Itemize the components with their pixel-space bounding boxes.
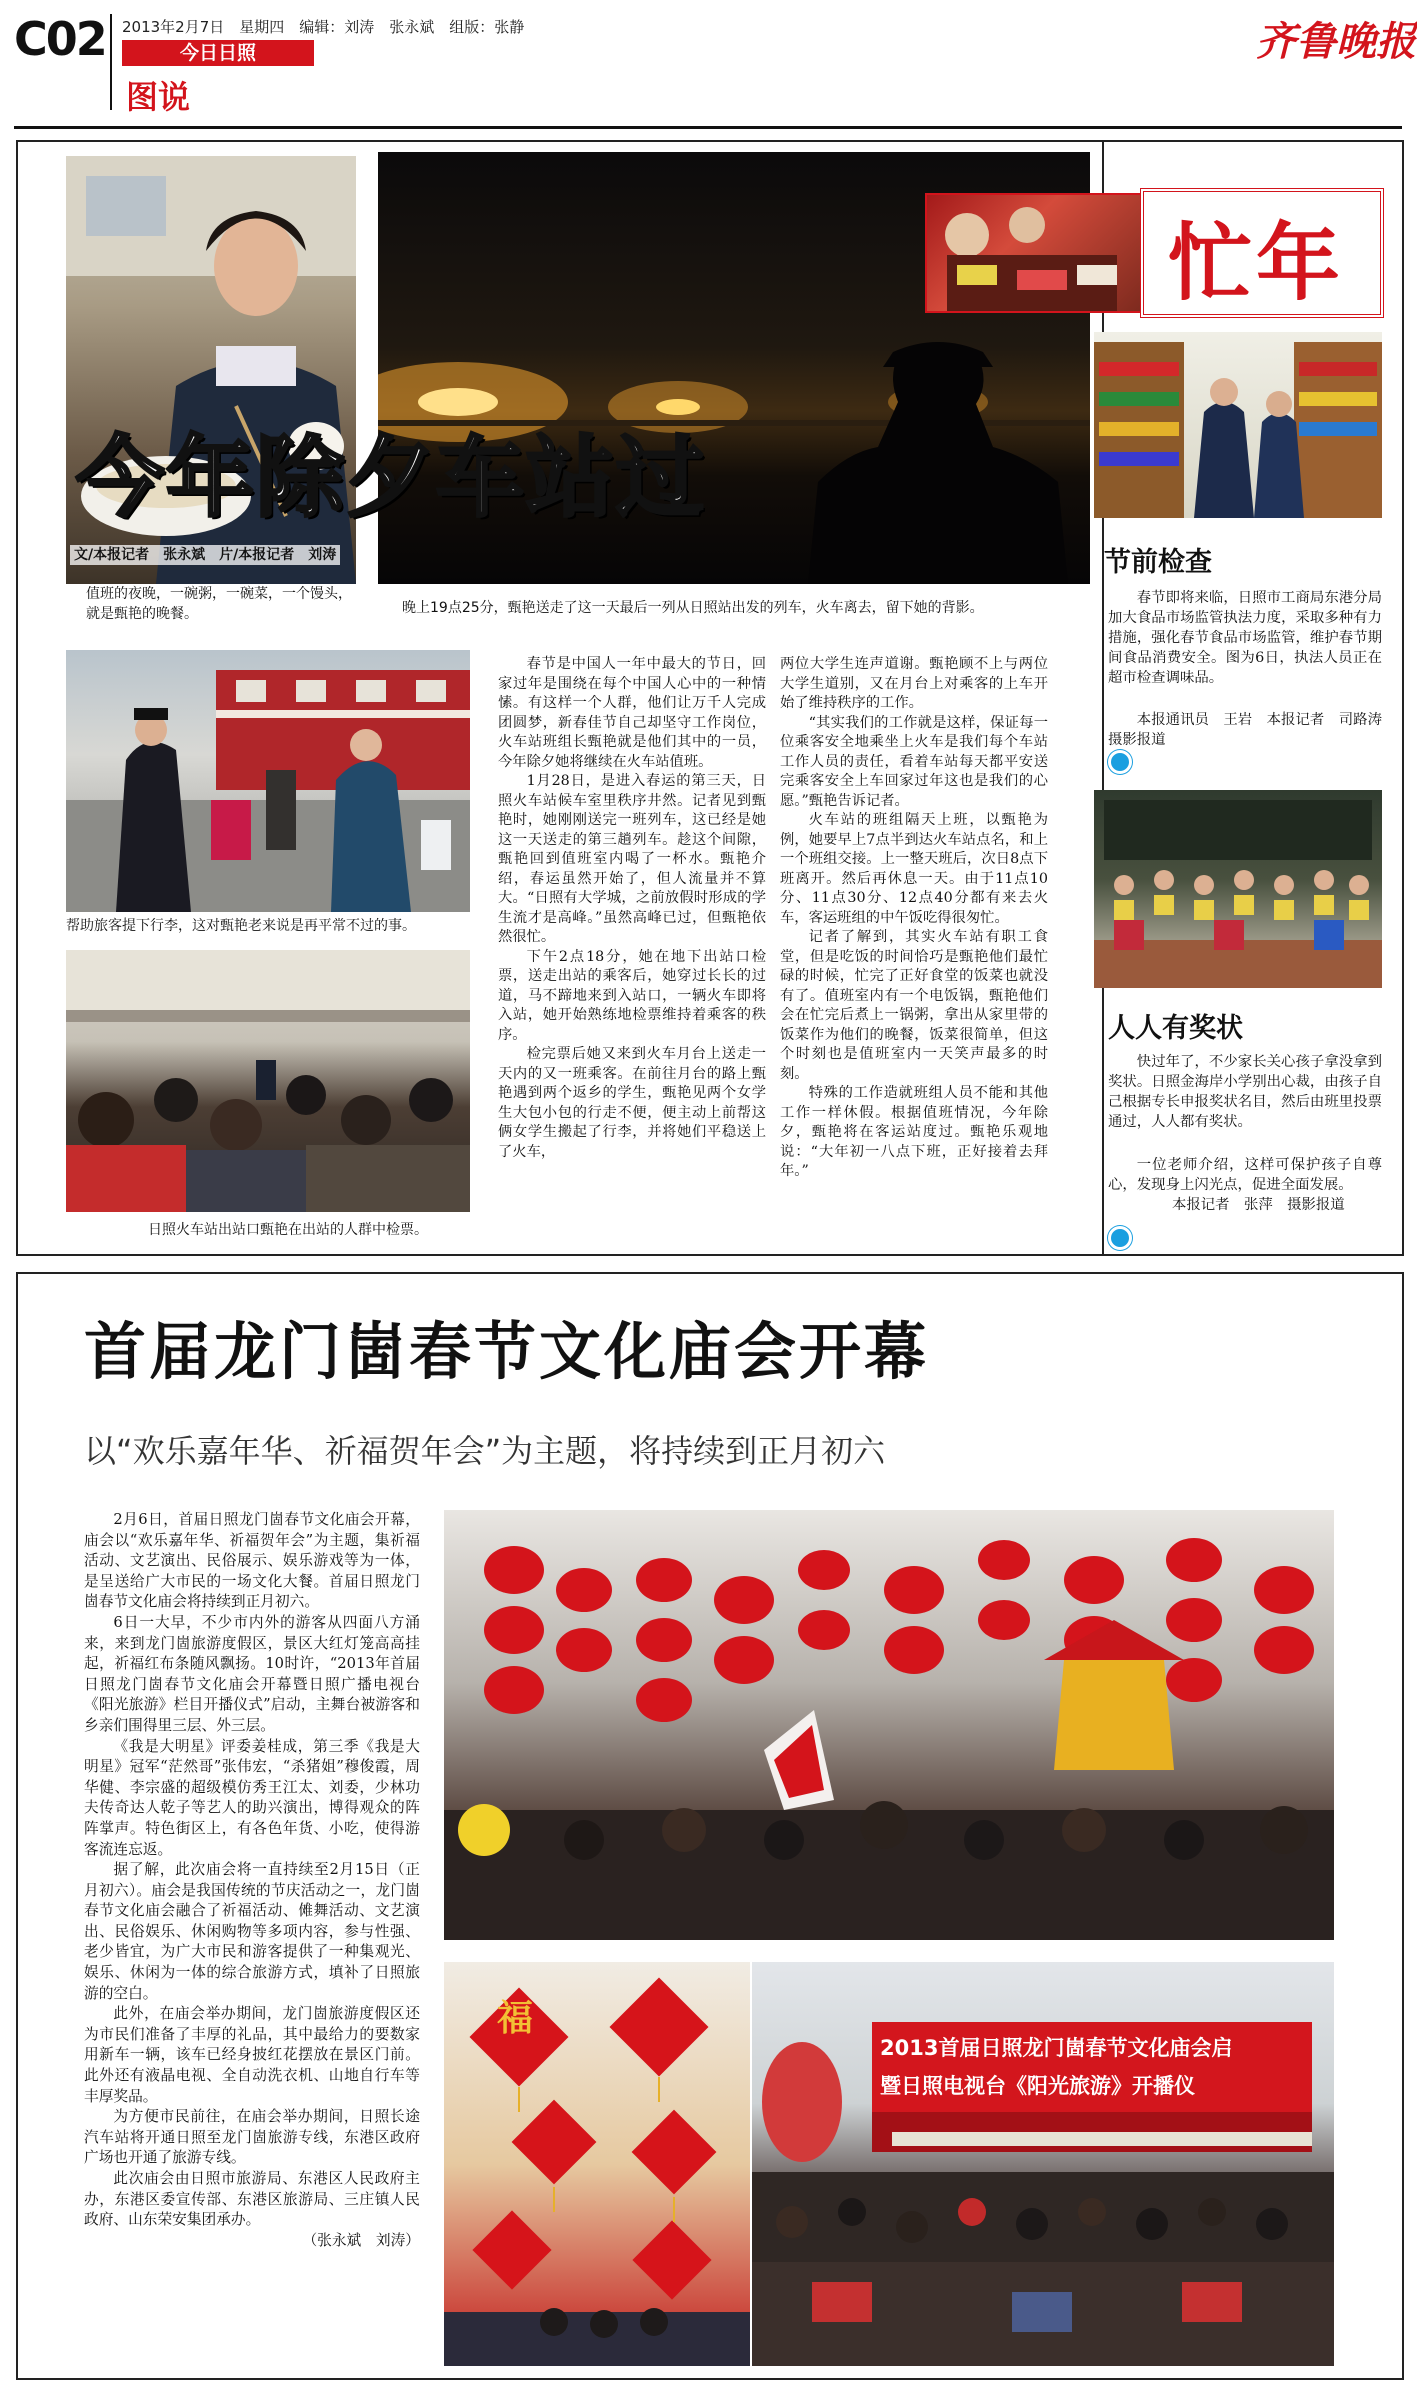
top-paragraph: 特殊的工作造就班组人员不能和其他工作一样休假。根据值班情况，今年除夕，甄艳将在客运站度过。甄艳乐观地说：“大年初一八点下班，正好接着去拜年。” <box>780 1085 1048 1179</box>
bottom-paragraph: 据了解，此次庙会将一直持续至2月15日（正月初六）。庙会是我国传统的节庆活动之一，龙门崮春节文化庙会融合了祈福活动、傩舞活动、文艺演出、民俗娱乐、休闲购物等多项内容，参与性强、老少皆宜，为广大市民和游客提供了一种集观光、娱乐、休闲为一体的综合旅游方式，填补了日照旅游的空白。 <box>84 1861 420 2002</box>
caption-helping-luggage: 帮助旅客提下行李，这对甄艳老来说是再平常不过的事。 <box>66 918 416 934</box>
sidebar-item2-credit: 本报记者 张萍 摄影报道 <box>1172 1197 1345 1213</box>
bottom-paragraph: 此次庙会由日照市旅游局、东港区人民政府主办，东港区委宣传部、东港区旅游局、三庄镇人民政府、山东荣安集团承办。 <box>84 2170 420 2229</box>
top-story-column-1 <box>498 655 766 1162</box>
top-headline: 今年除夕车站过 <box>76 426 707 529</box>
header-divider <box>110 14 112 110</box>
bottom-credit: （张永斌 刘涛） <box>302 2231 420 2249</box>
top-paragraph: 检完票后她又来到火车月台上送走一天内的又一班乘客。在前往月台的路上甄艳遇到两个返乡的学生，甄艳见两个女学生大包小包的行走不便，便主动上前帮这俩女学生搬起了行李，并将她们平稳送上了火车， <box>498 1046 766 1160</box>
header-info: 2013年2月7日 星期四 编辑：刘涛 张永斌 组版：张静 <box>122 18 525 36</box>
bottom-paragraph: 2月6日，首届日照龙门崮春节文化庙会开幕，庙会以“欢乐嘉年华、祈福贺年会”为主题，集祈福活动、文艺演出、民俗展示、娱乐游戏等为一体，是呈送给广大市民的一场文化大餐。首届日照龙门崮春节文化庙会将持续到正月初六。 <box>84 1511 420 1611</box>
top-paragraph: 1月28日，是进入春运的第三天，日照火车站候车室里秩序井然。记者见到甄艳时，她刚刚送完一班列车，这已经是她这一天送走的第三趟列车。趁这个间隙，甄艳回到值班室内喝了一杯水。甄艳介绍，春运虽然开始了，但人流量并不算大。“日照有大学城，之前放假时形成的学生流才是高峰。”虽然高峰已过，但甄艳依然很忙。 <box>498 773 766 945</box>
stage-banner-text-2: 暨日照电视台《阳光旅游》开播仪 <box>880 2074 1195 2098</box>
photo-exit-crowd <box>66 950 470 1212</box>
bottom-paragraph: 为方便市民前往，在庙会举办期间，日照长途汽车站将开通日照至龙门崮旅游专线，东港区政府广场也开通了旅游专线。 <box>84 2108 420 2167</box>
section-title: 图说 <box>126 78 191 116</box>
edition-label: 今日日照 <box>122 40 314 66</box>
top-paragraph: 下午2点18分，她在地下出站口检票，送走出站的乘客后，她穿过长长的过道，马不蹄地来到入站口，一辆火车即将入站，她开始熟练地检票维持着乘客的秩序。 <box>498 948 766 1043</box>
sidebar-bullet-1 <box>1108 750 1132 774</box>
bottom-headline: 首届龙门崮春节文化庙会开幕 <box>84 1315 930 1388</box>
caption-woman-eating: 值班的夜晚，一碗粥，一碗菜，一个馒头，就是甄艳的晚餐。 <box>86 586 352 622</box>
banner-photo <box>925 193 1144 313</box>
bottom-story-column <box>84 1510 420 2251</box>
sidebar-item1-title: 节前检查 <box>1104 547 1212 578</box>
photo-supermarket-inspection <box>1094 332 1382 518</box>
photo-helping-luggage <box>66 650 470 912</box>
photo-stage-ceremony <box>752 1962 1334 2366</box>
photo-kids-awards <box>1094 790 1382 988</box>
caption-night-platform: 晚上19点25分，甄艳送走了这一天最后一列从日照站出发的列车，火车离去，留下她的背影。 <box>402 600 984 616</box>
sidebar-bullet-2 <box>1108 1226 1132 1250</box>
sidebar-item1-credit: 本报通讯员 王岩 本报记者 司路涛 摄影报道 <box>1108 712 1397 748</box>
top-paragraph: 火车站的班组隔天上班，以甄艳为例，她要早上7点半到达火车站点名，和上一个班组交接。上一整天班后，次日8点下班离开。然后再休息一天。由于11点10分、11点30分、12点40分都有来去火车，客运班组的中午饭吃得很匆忙。 <box>780 812 1048 926</box>
sidebar-item2-title: 人人有奖状 <box>1108 1013 1243 1044</box>
top-paragraph: 两位大学生连声道谢。甄艳顾不上与两位大学生道别，又在月台上对乘客的上车开始了维持秩序的工作。 <box>780 656 1048 711</box>
banner-title: 忙年 <box>1168 214 1345 312</box>
top-paragraph: 春节是中国人一年中最大的节日，回家过年是围绕在每个中国人心中的一种情愫。有这样一个人群，他们让万千人完成团圆梦，新春佳节自己却坚守工作岗位，火车站班组长甄艳就是他们其中的一员，今年除夕她将继续在火车站值班。 <box>498 656 766 770</box>
top-paragraph: 记者了解到，其实火车站有职工食堂，但是吃饭的时间恰巧是甄艳他们最忙碌的时候，忙完了正好食堂的饭菜也就没有了。值班室内有一个电饭锅，甄艳他们会在忙完后煮上一锅粥，拿出从家里带的饭菜作为他们的晚餐，饭菜很简单，但这个时刻也是值班室内一天笑声最多的时刻。 <box>780 929 1048 1082</box>
bottom-paragraph: 《我是大明星》评委姜桂成，第三季《我是大明星》冠军“茫然哥”张伟宏，“杀猪姐”穆俊霞，周华健、李宗盛的超级模仿秀王江太、刘委，少林功夫传奇达人乾子等艺人的助兴演出，博得观众的阵阵掌声。特色街区上，有各色年货、小吃，使得游客流连忘返。 <box>84 1737 420 1858</box>
stage-banner-text: 2013首届日照龙门崮春节文化庙会启 <box>880 2036 1233 2060</box>
top-byline: 文/本报记者 张永斌 片/本报记者 刘涛 <box>70 545 340 565</box>
fu-character: 福 <box>497 1997 534 2039</box>
page-number: C02 <box>14 12 106 66</box>
header-rule <box>14 126 1402 129</box>
top-story-column-2 <box>780 655 1048 1182</box>
sidebar-item2-text2: 一位老师介绍，这样可保护孩子自尊心，发现身上闪光点，促进全面发展。 <box>1108 1157 1382 1193</box>
photo-fu-lanterns <box>444 1962 750 2366</box>
sidebar-item1-text: 春节即将来临，日照市工商局东港分局加大食品市场监管执法力度，采取多种有力措施，强化春节食品市场监管，维护春节期间食品消费安全。图为6日，执法人员正在超市检查调味品。 <box>1108 590 1382 686</box>
photo-temple-fair-lanterns <box>444 1510 1334 1940</box>
sidebar-item2-text: 快过年了，不少家长关心孩子拿没拿到奖状。日照金海岸小学别出心裁，由孩子自己根据专长申报奖状名目，然后由班里投票通过，人人都有奖状。 <box>1108 1054 1382 1130</box>
newspaper-logo: 齐鲁晚报 <box>1256 18 1416 65</box>
bottom-subhead: 以“欢乐嘉年华、祈福贺年会”为主题，将持续到正月初六 <box>84 1432 886 1470</box>
caption-exit-crowd: 日照火车站出站口甄艳在出站的人群中检票。 <box>148 1222 428 1238</box>
bottom-paragraph: 此外，在庙会举办期间，龙门崮旅游度假区还为市民们准备了丰厚的礼品，其中最给力的要数家用新车一辆，该车已经身披红花摆放在景区门前。此外还有液晶电视、全自动洗衣机、山地自行车等丰厚奖品。 <box>84 2005 420 2105</box>
top-paragraph: “其实我们的工作就是这样，保证每一位乘客安全地乘坐上火车是我们每个车站工作人员的责任，看着车站每天都平安送完乘客安全上车回家过年这也是我们的心愿。”甄艳告诉记者。 <box>780 714 1048 809</box>
bottom-paragraph: 6日一大早，不少市内外的游客从四面八方涌来，来到龙门崮旅游度假区，景区大红灯笼高高挂起，祈福红布条随风飘扬。10时许，“2013年首届日照龙门崮春节文化庙会开幕暨日照广播电视台《阳光旅游》栏目开播仪式”启动，主舞台被游客和乡亲们围得里三层、外三层。 <box>84 1613 420 1734</box>
